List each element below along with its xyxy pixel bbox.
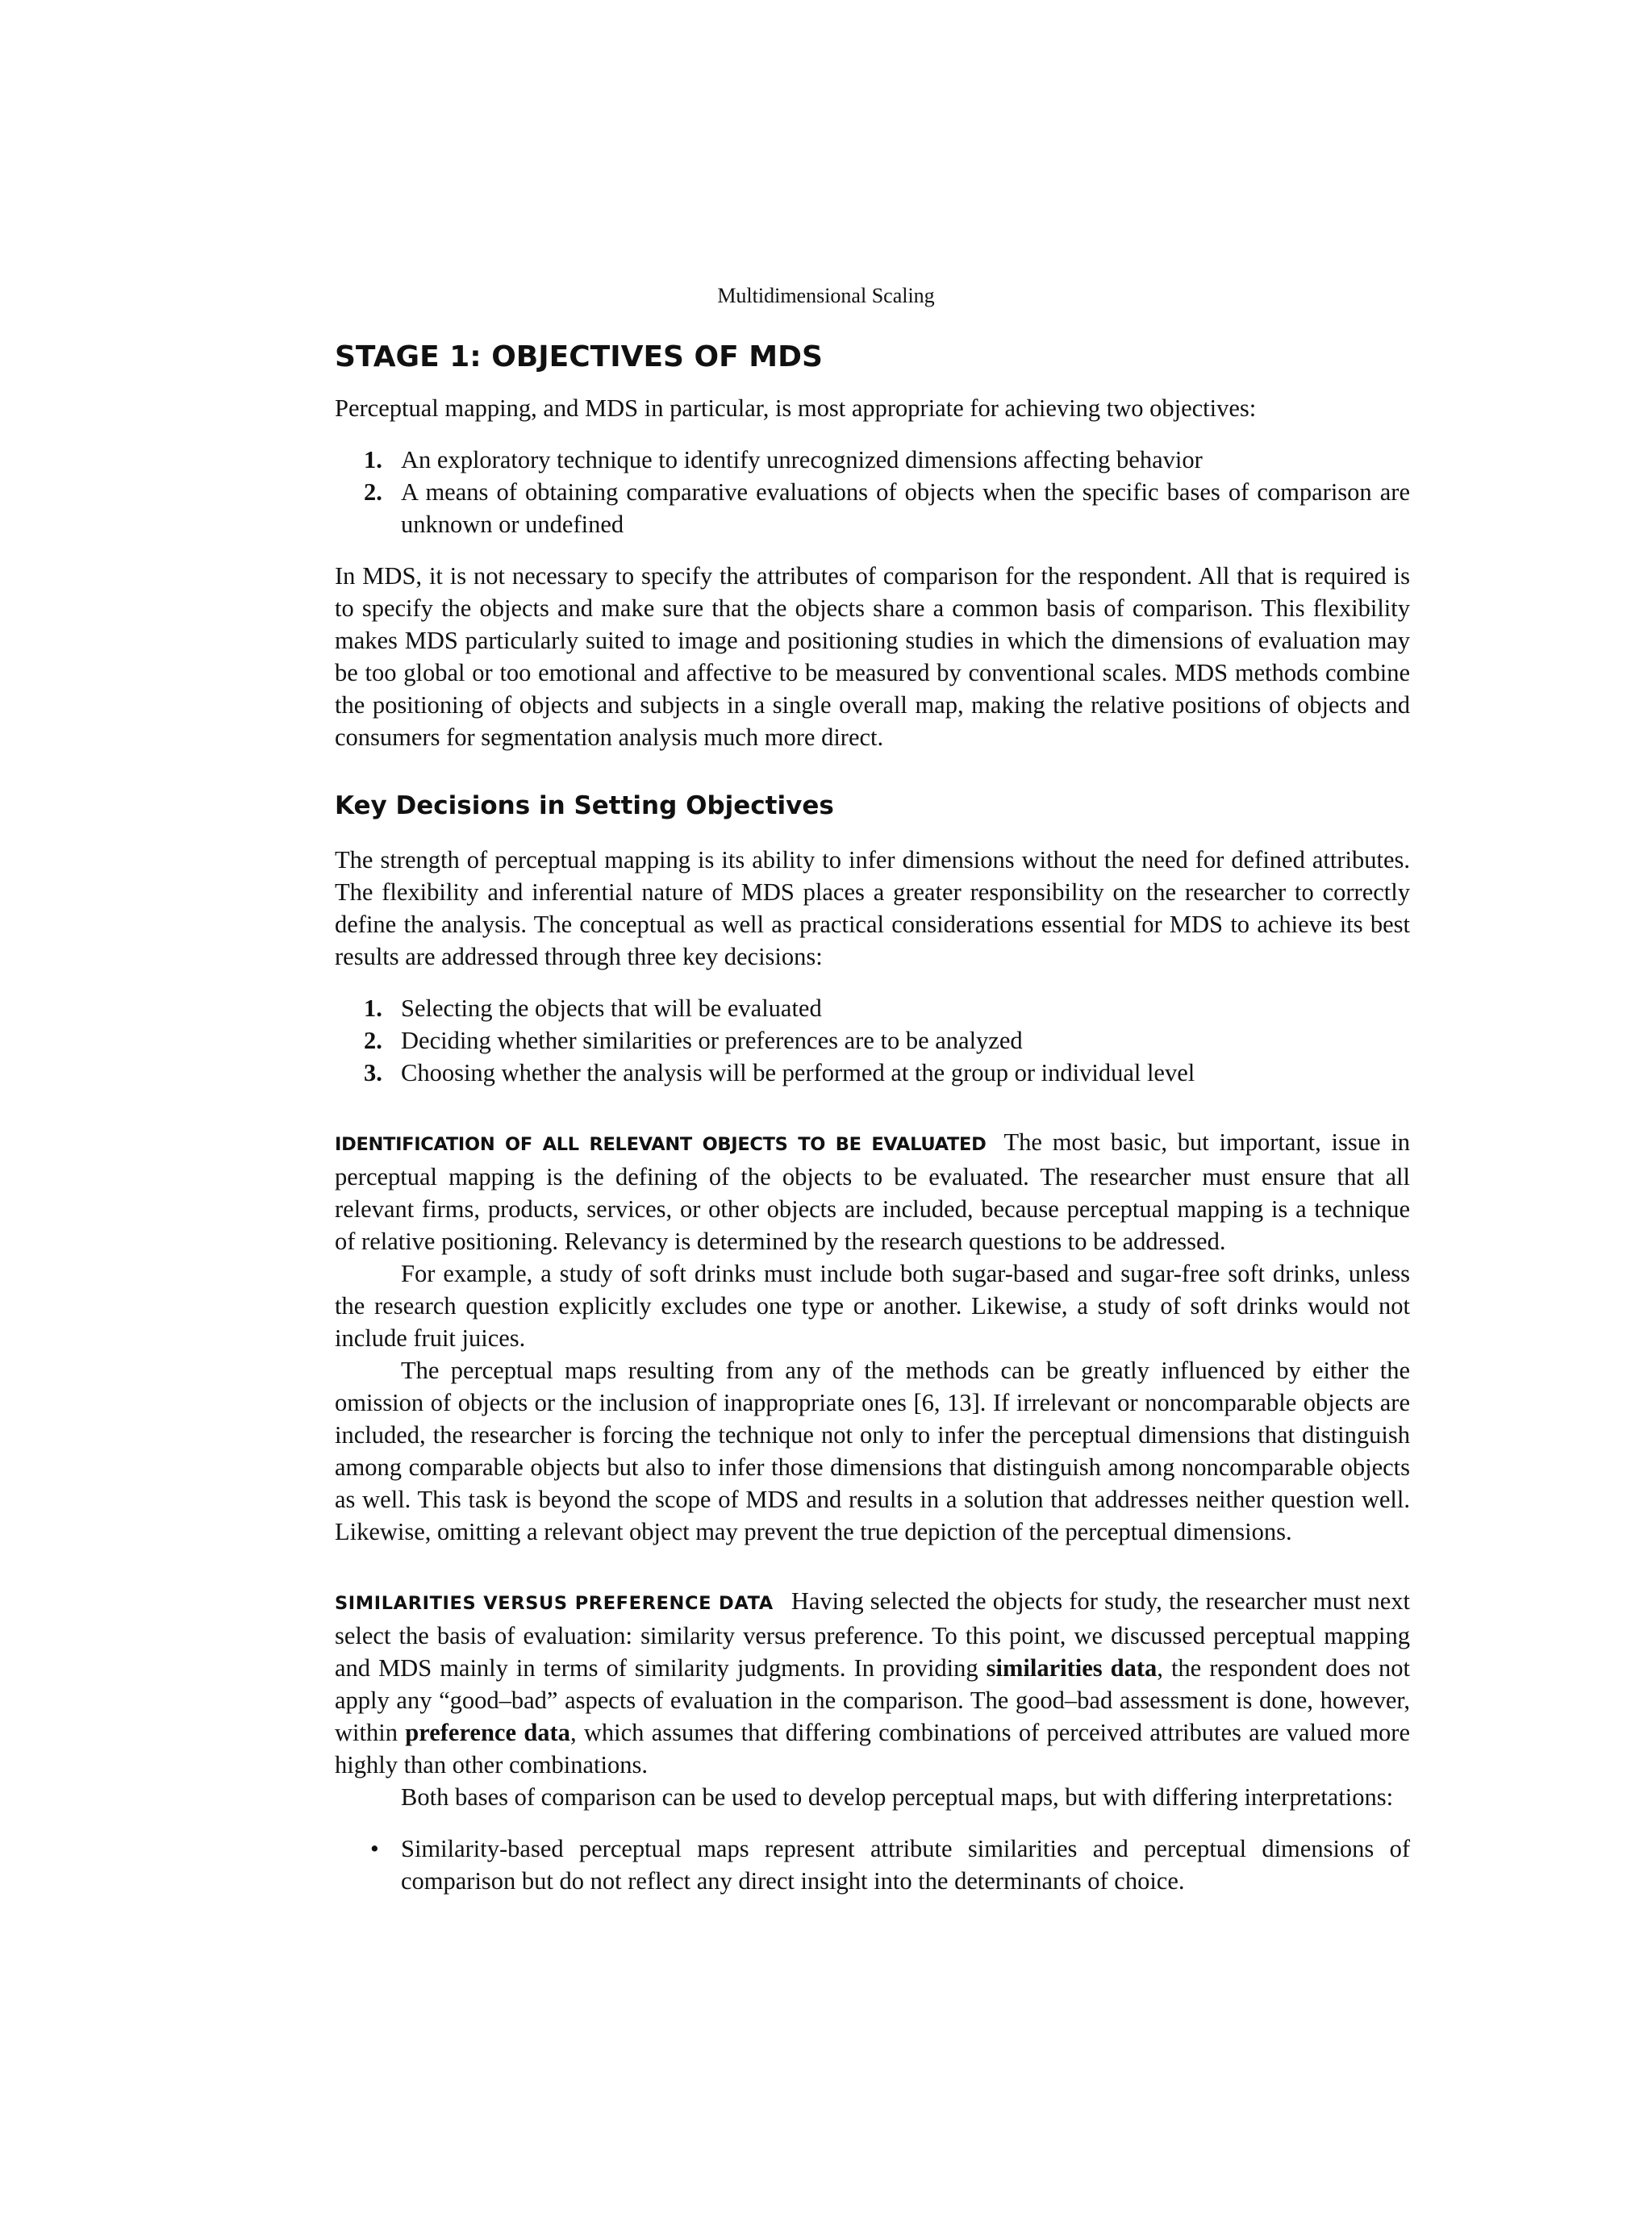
objective-number: 1. xyxy=(364,446,382,473)
objective-number: 2. xyxy=(364,478,382,506)
interpretations-list xyxy=(335,1833,1410,1897)
objective-text: A means of obtaining comparative evaluations of objects when the specific bases of comparison are unknown or undefined xyxy=(401,478,1410,538)
similarities-heading: SIMILARITIES VERSUS PREFERENCE DATA xyxy=(335,1593,774,1614)
decision-text: Choosing whether the analysis will be performed at the group or individual level xyxy=(401,1059,1195,1086)
perceptual-maps-paragraph: The perceptual maps resulting from any of the methods can be greatly influenced by either the omission of objects or the inclusion of inappropriate ones [6, 13]. If irrelevant or noncomparable objects are included, the researcher is forcing the technique not only to infer the perceptual dimensions that distinguish among comparable objects but also to infer those dimensions that distinguish among noncomparable objects as well. This task is beyond the scope of MDS and results in a solution that addresses neither question well. Likewise, omitting a relevant object may prevent the true depiction of the perceptual dimensions. xyxy=(335,1357,1410,1545)
objective-item xyxy=(364,476,1410,540)
stage-heading: STAGE 1: OBJECTIVES OF MDS xyxy=(335,340,823,373)
decision-item xyxy=(364,1024,1410,1057)
page-content xyxy=(335,339,1410,1897)
decision-item xyxy=(364,992,1410,1024)
objective-item xyxy=(364,444,1410,476)
identification-heading: IDENTIFICATION OF ALL RELEVANT OBJECTS TO BE EVALUATED xyxy=(335,1134,987,1155)
decision-number: 1. xyxy=(364,994,382,1022)
similarities-text-a: Having selected the objects for study, the researcher must next select the basis of evaluation: similarity versus preference. To this point, we discussed perceptual mapping and MDS mainly in terms of similarity judgments. In providing xyxy=(335,1587,1410,1682)
decision-number: 3. xyxy=(364,1059,382,1086)
similarities-paragraph xyxy=(335,1585,1410,1781)
objectives-list xyxy=(335,444,1410,540)
similarities-data-term: similarities data xyxy=(986,1654,1158,1682)
bases-paragraph: Both bases of comparison can be used to develop perceptual maps, but with differing interpretations: xyxy=(401,1783,1394,1811)
decision-text: Deciding whether similarities or preferences are to be analyzed xyxy=(401,1027,1023,1054)
interpretation-text: Similarity-based perceptual maps represent attribute similarities and perceptual dimensions of comparison but do not reflect any direct insight into the determinants of choice. xyxy=(401,1835,1410,1895)
decision-text: Selecting the objects that will be evaluated xyxy=(401,994,822,1022)
key-decisions-paragraph: The strength of perceptual mapping is its ability to infer dimensions without the need for defined attributes. The flexibility and inferential nature of MDS places a greater responsibility on the researcher to correctly define the analysis. The conceptual as well as practical considerations essential for MDS to achieve its best results are addressed through three key decisions: xyxy=(335,846,1410,970)
similarities-text-c: , which assumes that differing combinations of perceived attributes are valued more highly than other combinations. xyxy=(335,1719,1410,1778)
similarities-text-b: , the respondent does not apply any “good–bad” aspects of evaluation in the comparison. The good–bad assessment is done, however, within xyxy=(335,1654,1410,1746)
bullet-icon: • xyxy=(370,1835,379,1862)
soft-drinks-paragraph: For example, a study of soft drinks must include both sugar-based and sugar-free soft drinks, unless the research question explicitly excludes one type or another. Likewise, a study of soft drinks would not include fruit juices. xyxy=(335,1260,1410,1352)
identification-text: The most basic, but important, issue in perceptual mapping is the defining of the objects to be evaluated. The researcher must ensure that all relevant firms, products, services, or other objects are included, because perceptual mapping is a technique of relative positioning. Relevancy is determined by the research questions to be addressed. xyxy=(335,1128,1410,1255)
mds-paragraph: In MDS, it is not necessary to specify the attributes of comparison for the respondent. All that is required is to specify the objects and make sure that the objects share a common basis of comparison. This flexibility makes MDS particularly suited to image and positioning studies in which the dimensions of evaluation may be too global or too emotional and affective to be measured by conventional scales. MDS methods combine the positioning of objects and subjects in a single overall map, making the relative positions of objects and consumers for segmentation analysis much more direct. xyxy=(335,562,1410,751)
running-head: Multidimensional Scaling xyxy=(717,284,935,307)
decisions-list xyxy=(335,992,1410,1089)
interpretation-item xyxy=(364,1833,1410,1897)
decision-number: 2. xyxy=(364,1027,382,1054)
key-decisions-heading: Key Decisions in Setting Objectives xyxy=(335,791,834,820)
decision-item xyxy=(364,1057,1410,1089)
objective-text: An exploratory technique to identify unrecognized dimensions affecting behavior xyxy=(401,446,1203,473)
intro-paragraph: Perceptual mapping, and MDS in particular, is most appropriate for achieving two objectives: xyxy=(335,394,1257,422)
identification-paragraph xyxy=(335,1126,1410,1257)
preference-data-term: preference data xyxy=(405,1719,570,1746)
